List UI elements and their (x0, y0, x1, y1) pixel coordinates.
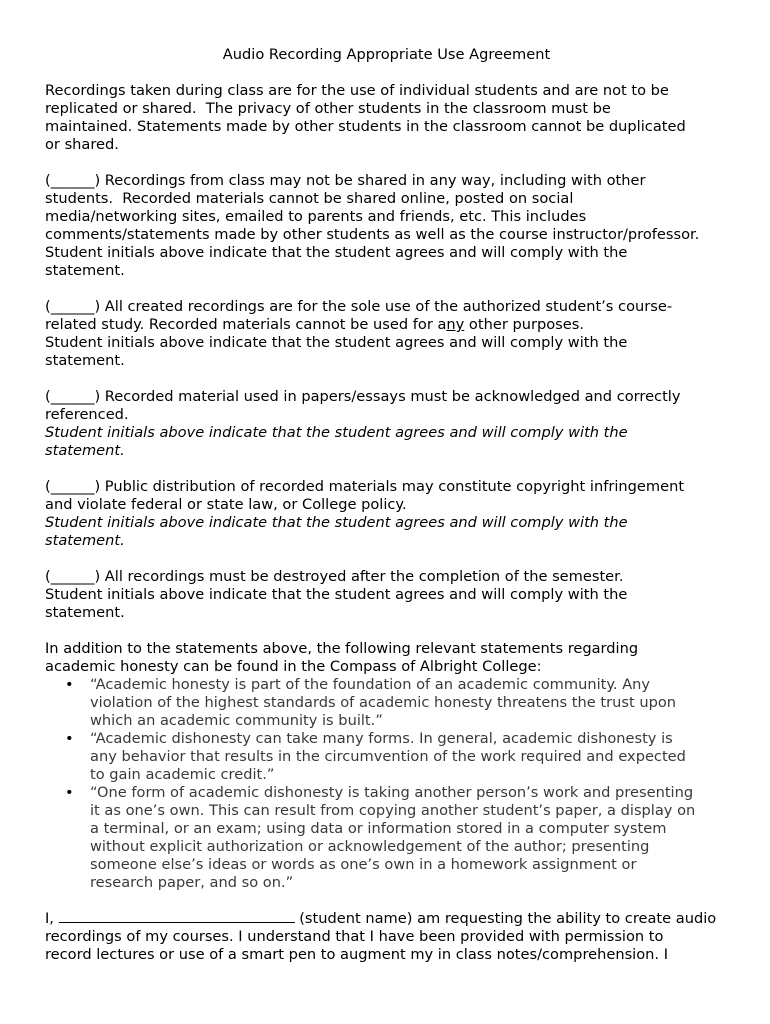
request-line: recordings of my courses. I understand that I have been provided with permission to (45, 928, 664, 945)
statement-copyright (45, 478, 740, 550)
request-line (45, 910, 740, 928)
compass-line: In addition to the statements above, the following relevant statements regarding (45, 640, 639, 657)
request-prefix: I, (45, 910, 59, 927)
statement-line-italic: statement. (45, 532, 125, 549)
statement-line: statement. (45, 352, 125, 369)
statement-line: comments/statements made by other students as well as the course instructor/professor. (45, 226, 700, 243)
list-item (45, 676, 740, 730)
statement-sharing (45, 172, 740, 280)
quote-line: a terminal, or an exam; using data or information stored in a computer system (90, 820, 667, 837)
quote-line: violation of the highest standards of academic honesty threatens the trust upon (90, 694, 677, 711)
bullet-icon: • (65, 784, 74, 801)
intro-paragraph (45, 82, 740, 154)
statement-line: (______) Public distribution of recorded materials may constitute copyright infringement (45, 478, 685, 495)
statement-line: and violate federal or state law, or College policy. (45, 496, 407, 513)
statement-line: statement. (45, 604, 125, 621)
request-paragraph (45, 910, 740, 964)
statement-line-italic: Student initials above indicate that the student agrees and will comply with the (45, 514, 628, 531)
bullet-icon: • (65, 676, 74, 693)
statement-line-italic: statement. (45, 442, 125, 459)
statement-line: Student initials above indicate that the student agrees and will comply with the (45, 586, 628, 603)
intro-line: replicated or shared. The privacy of other students in the classroom must be (45, 100, 611, 117)
statement-text: other purposes. (464, 316, 584, 333)
quote-list (45, 676, 740, 892)
quote-line: it as one’s own. This can result from copying another student’s paper, a display on (90, 802, 696, 819)
quote-line: someone else’s ideas or words as one’s own in a homework assignment or (90, 856, 637, 873)
intro-line: maintained. Statements made by other students in the classroom cannot be duplicated (45, 118, 686, 135)
quote-line: “One form of academic dishonesty is taking another person’s work and presenting (90, 784, 694, 801)
statement-line: statement. (45, 262, 125, 279)
underlined-text: ny (446, 316, 465, 333)
quote-line: “Academic dishonesty can take many forms. In general, academic dishonesty is (90, 730, 673, 747)
quote-line: any behavior that results in the circumvention of the work required and expected (90, 748, 686, 765)
statement-line: Student initials above indicate that the student agrees and will comply with the (45, 244, 628, 261)
student-name-blank[interactable] (59, 910, 295, 923)
bullet-icon: • (65, 730, 74, 747)
quote-line: which an academic community is built.” (90, 712, 383, 729)
statement-line: (______) All created recordings are for the sole use of the authorized student’s course- (45, 298, 673, 315)
statement-text: related study. Recorded materials cannot be used for a (45, 316, 447, 333)
statement-referenced (45, 388, 740, 460)
statement-line: Student initials above indicate that the student agrees and will comply with the (45, 334, 628, 351)
compass-line: academic honesty can be found in the Compass of Albright College: (45, 658, 542, 675)
statement-line: referenced. (45, 406, 129, 423)
statement-line: media/networking sites, emailed to parents and friends, etc. This includes (45, 208, 587, 225)
list-item (45, 730, 740, 784)
document-title: Audio Recording Appropriate Use Agreement (222, 46, 551, 63)
statement-destroy (45, 568, 740, 622)
statement-line: (______) Recorded material used in papers/essays must be acknowledged and correctly (45, 388, 681, 405)
statement-line (45, 316, 740, 334)
quote-line: to gain academic credit.” (90, 766, 275, 783)
quote-line: “Academic honesty is part of the foundation of an academic community. Any (90, 676, 651, 693)
statement-line: students. Recorded materials cannot be shared online, posted on social (45, 190, 574, 207)
request-suffix: (student name) am requesting the ability to create audio (294, 910, 717, 927)
statement-sole-use (45, 298, 740, 370)
statement-line: (______) All recordings must be destroyed after the completion of the semester. (45, 568, 624, 585)
statement-line-italic: Student initials above indicate that the student agrees and will comply with the (45, 424, 628, 441)
intro-line: or shared. (45, 136, 119, 153)
quote-line: research paper, and so on.” (90, 874, 294, 891)
compass-intro (45, 640, 740, 676)
quote-line: without explicit authorization or acknowledgement of the author; presenting (90, 838, 650, 855)
request-line: record lectures or use of a smart pen to augment my in class notes/comprehension. I (45, 946, 668, 963)
intro-line: Recordings taken during class are for the use of individual students and are not to be (45, 82, 669, 99)
statement-line: (______) Recordings from class may not be shared in any way, including with other (45, 172, 646, 189)
list-item (45, 784, 740, 892)
